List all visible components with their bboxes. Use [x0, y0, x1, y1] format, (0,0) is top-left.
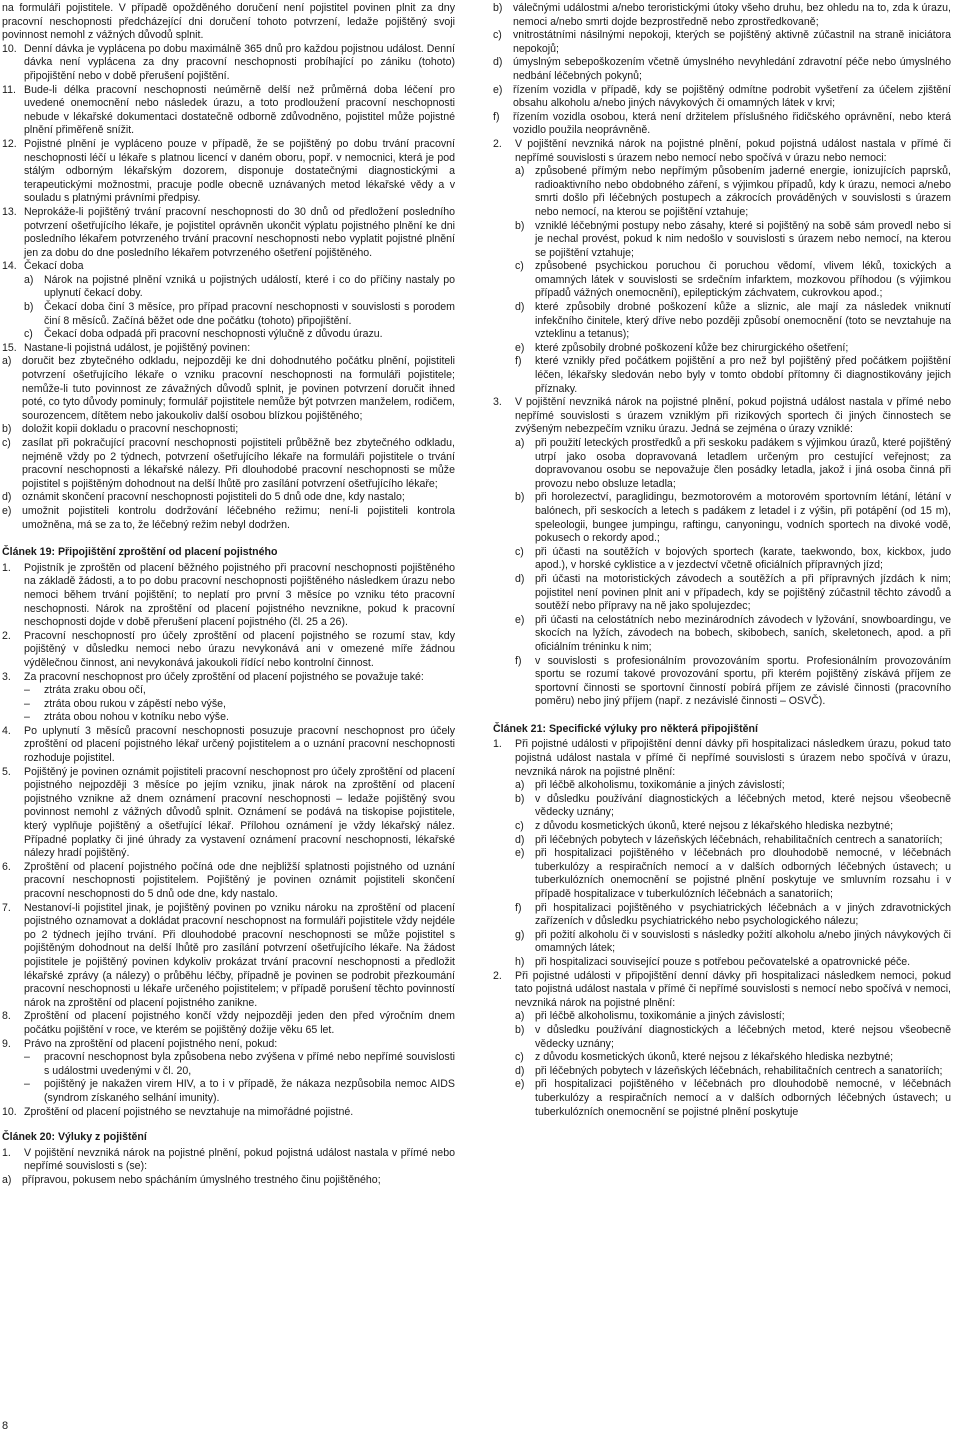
- list-item-text: Bude-li délka pracovní neschopnosti neúměrně delší než průměrná doba léčení pro uvedené onemocnění nebo následek úrazu, a toto prodloužení pracovní neschopnosti nebude v lékařské dokumentaci dostatečně odborně zdůvodněno, pojistitel může pojistné plnění přiměřeně snížit.: [24, 83, 455, 137]
- sub-item-text: vzniklé léčebnými postupy nebo zásahy, které si pojištěný na sobě sám provedl nebo si je nechal provést, pokud k nim nedošlo v souvislosti s úrazem nebo nemocí, na kterou se pojištění vztahuje;: [535, 219, 951, 259]
- sub-item-text: přípravou, pokusem nebo spácháním úmyslného trestného činu pojištěného;: [22, 1173, 381, 1186]
- list-item-label: 9.: [2, 1037, 11, 1050]
- dash-item: [24, 1078, 455, 1105]
- sub-item: [515, 491, 951, 545]
- sub-item-label: b): [515, 491, 525, 504]
- sub-item-label: d): [515, 833, 525, 846]
- dash-item-text: ztráta obou rukou v zápěstí nebo výše,: [44, 697, 226, 710]
- sub-item: [515, 355, 951, 396]
- sub-item-text: vnitrostátními násilnými nepokoji, kterých se pojištěný aktivně zúčastnil na straně iniciátora nepokojů;: [513, 29, 951, 55]
- sub-item-text: Nárok na pojistné plnění vzniká u pojistných událostí, které i co do příčiny nastaly po uplynutí čekací doby.: [44, 273, 455, 300]
- list-item-text: Pojištěný je povinen oznámit pojistiteli pracovní neschopnost pro účely zproštění od placení pojistného nejpozději 3 měsíce po jejím vzniku, jinak nárok na zproštění od placení pojistného vznikne až dnem oznámení pracovní neschopnosti – ledaže pojištěný svou povinnost nemohl z vážných důvodů splnit. Oznámení se podává na tiskopise pojistitele, který vyplňuje pojištěný a ošetřující lékař. Přílohou oznámení je vždy lékařský nález. Případné poplatky či jiné úhrady za vystavení oznámení pracovní neschopnosti, lékařské nálezy hradí pojištěný.: [24, 765, 455, 860]
- sub-item: [515, 1010, 951, 1024]
- sub-item: [515, 779, 951, 793]
- sub-item-label: c): [24, 328, 33, 341]
- sub-item-label: h): [515, 955, 525, 968]
- continued-sub-list: [493, 2, 951, 138]
- sub-item-label: c): [515, 1051, 524, 1064]
- sub-item-text: při léčebných pobytech v lázeňských léčebnách, rehabilitačních centrech a sanatoriích;: [535, 833, 943, 846]
- list-item: [2, 1106, 455, 1120]
- sub-item-text: při požití alkoholu či v souvislosti s následky požití alkoholu a/nebo jiných návykových či omamných látek;: [535, 928, 951, 955]
- sub-item-text: při horolezectví, paraglidingu, bezmotorovém a motorovém sportovním létání, létání v balónech, při seskocích a letech s padákem z letadel i z výšin, při potápění (od 15 m), speleologii, bungee jumpingu, raftingu, canyoningu, vodních sportech na divoké vodě, pokusech o rekordy apod.;: [535, 491, 951, 545]
- article-18-items: [2, 43, 455, 261]
- sub-item-text: v důsledku používání diagnostických a léčebných metod, které nejsou všeobecně vědecky uznány;: [535, 792, 951, 819]
- dash-item-text: ztráta obou nohou v kotníku nebo výše.: [44, 711, 229, 724]
- item-number: 14.: [2, 260, 17, 273]
- list-item-text: Pracovní neschopností pro účely zproštění od placení pojistného se rozumí stav, kdy pojištěný v důsledku nemoci nebo úrazu nevykonává ani v omezené míře žádnou výdělečnou činnost, ani nevykonává jakoukoli řídící nebo kontrolní činnost.: [24, 629, 455, 669]
- list-item: [2, 138, 455, 206]
- item-number: 2.: [493, 137, 502, 150]
- sub-item-label: b): [493, 2, 503, 14]
- article-21-heading: Článek 21: Specifické výluky pro některá připojištění: [493, 722, 758, 735]
- sub-item: [515, 165, 951, 219]
- list-item-text: Právo na zproštění od placení pojistného není, pokud:: [24, 1037, 278, 1050]
- sub-item: [2, 505, 455, 532]
- sub-item-text: řízením vozidla osobou, která není držitelem příslušného řidičského oprávnění, nebo která vozidlo použila neoprávněně.: [513, 110, 951, 137]
- sub-item-text: doložit kopii dokladu o pracovní neschopnosti;: [22, 423, 239, 436]
- sub-item-label: d): [515, 301, 525, 314]
- dash-marker: –: [24, 1051, 30, 1064]
- sub-item: [515, 220, 951, 261]
- sub-item-label: a): [515, 1010, 525, 1023]
- sub-item-label: f): [515, 654, 522, 667]
- sub-item: [515, 573, 951, 614]
- list-item: [493, 738, 951, 779]
- sub-item: [2, 1174, 455, 1188]
- sub-item-text: oznámit skončení pracovní neschopnosti pojistiteli do 5 dnů ode dne, kdy nastalo;: [22, 491, 405, 504]
- sub-list: [24, 274, 455, 342]
- dash-item: [24, 698, 455, 712]
- list-item: [2, 766, 455, 861]
- sub-item-label: e): [515, 1078, 525, 1091]
- item-text: Při pojistné události v připojištění denní dávky při hospitalizaci následkem úrazu, pokud tato pojistná událost nastala v přímé či nepřímé souvislosti s úrazem nebo spočívá v úrazu, nevzniká nárok na pojistné plnění:: [515, 738, 951, 778]
- sub-item-text: z důvodu kosmetických úkonů, které nejsou z lékařského hlediska nezbytné;: [535, 820, 894, 833]
- sub-item-text: při léčbě alkoholismu, toxikománie a jiných závislostí;: [535, 1010, 785, 1023]
- sub-item-label: f): [515, 355, 522, 368]
- sub-item-label: f): [493, 110, 500, 123]
- list-item: [2, 630, 455, 671]
- list-item: [2, 1147, 455, 1174]
- sub-item: [515, 956, 951, 970]
- dash-marker: –: [24, 697, 30, 710]
- sub-item-label: a): [2, 355, 12, 368]
- list-item-text: Zproštění od placení pojistného se nevztahuje na mimořádné pojistné.: [24, 1105, 354, 1118]
- list-item: [2, 84, 455, 138]
- sub-item-text: v souvislosti s profesionálním provozováním sportu. Profesionálním provozováním sportu se rozumí takové provozování sportu, při kterém pojištěný získává příjem ze sportovní činnosti se sportovní činností pobírá příjem ze závislé činnosti (pracovního poměru) nebo jiný příjem (např. z nezávislé činnosti – OSVČ).: [535, 654, 951, 708]
- list-item: [493, 138, 951, 165]
- sub-item-label: g): [515, 928, 525, 941]
- list-item-text: Denní dávka je vyplácena po dobu maximálně 365 dnů pro každou pojistnou událost. Denní dávka není vyplácena za dny pracovní neschopnosti probíhající po zániku (tohoto) připojištění nebo v době přerušení pojištění.: [24, 42, 455, 82]
- sub-item-label: c): [493, 29, 502, 42]
- list-item: [2, 725, 455, 766]
- sub-item-label: f): [515, 901, 522, 914]
- sub-item-text: při hospitalizaci pojištěného v psychiatrických léčebnách a v jiných zdravotnických zařízeních v důsledku psychiatrického nebo psychologického nálezu;: [535, 901, 951, 928]
- list-item: [2, 1010, 455, 1037]
- sub-item-text: řízením vozidla v případě, kdy se pojištěný odmítne podrobit vyšetření za účelem zjištění obsahu alkoholu a/nebo jiných návykových či omamných látek v krvi;: [513, 83, 951, 110]
- sub-item: [493, 2, 951, 29]
- list-item: [2, 671, 455, 685]
- sub-item: [515, 655, 951, 709]
- list-item: [493, 396, 951, 437]
- sub-item: [515, 546, 951, 573]
- sub-item: [2, 491, 455, 505]
- sub-item-label: b): [515, 219, 525, 232]
- sub-item-text: válečnými událostmi a/nebo teroristickými útoky všeho druhu, bez ohledu na to, zda k úrazu, nemoci a/nebo smrti dojde bezprostředně nebo zprostředkovaně;: [513, 2, 951, 28]
- sub-item-label: a): [515, 437, 525, 449]
- dash-marker: –: [24, 1078, 30, 1091]
- item-text: V pojištění nevzniká nárok na pojistné plnění, pokud pojistná událost nastala v přímé nebo nepřímé souvislosti s (se):: [24, 1146, 455, 1173]
- sub-item-label: a): [515, 165, 525, 178]
- list-item-label: 5.: [2, 765, 11, 778]
- sub-item: [515, 1065, 951, 1079]
- item-text: V pojištění nevzniká nárok na pojistné plnění, pokud pojistná událost nastala v přímé či nepřímé souvislosti s úrazem nebo nemocí nebo spočívá v úrazu nebo nemoci:: [515, 137, 951, 164]
- page-number: 8: [2, 1420, 9, 1432]
- list-item-label: 6.: [2, 860, 11, 873]
- sub-item-label: e): [493, 83, 503, 96]
- list-item-text: Po uplynutí 3 měsíců pracovní neschopnosti posuzuje pracovní neschopnost pro účely zproštění od placení pojistného lékař určený pojistitelem a o uznání pracovní neschopnosti rozhoduje pojistitel.: [24, 724, 455, 765]
- list-item-label: 8.: [2, 1010, 11, 1023]
- list-item-text: Neprokáže-li pojištěný trvání pracovní neschopnosti do 30 dnů od předložení posledního potvrzení ošetřujícího lékaře, je pojistitel oprávněn ukončit výplatu pojistného plnění ke dni posledního lékařem potvrzeného trvání pracovní neschopnosti nebo vyplatit pojistné plnění jen za dobu do dne posledního lékařem potvrzeného ošetření pojištěného.: [24, 205, 455, 259]
- item-text: Při pojistné události v připojištění denní dávky při hospitalizaci následkem nemoci, pokud tato pojistná událost nastala v přímé či nepřímé souvislosti s nemocí nebo spočívá v nemoci, nevzniká nárok na pojistné plnění:: [515, 969, 951, 1009]
- sub-item-text: které vznikly před počátkem pojištění a pro než byl pojištěný před počátkem pojištění léčen, lékařsky sledován nebo byly v tomto období přítomny či diagnostikovány jejich příznaky.: [535, 355, 951, 395]
- list-item-text: Za pracovní neschopnost pro účely zproštění od placení pojistného se považuje také:: [24, 670, 424, 683]
- sub-item: [2, 355, 455, 423]
- sub-item-label: e): [515, 613, 525, 626]
- list-item-label: 4.: [2, 724, 11, 737]
- sub-list: [2, 355, 455, 532]
- sub-item-text: umožnit pojistiteli kontrolu dodržování léčebného režimu; není-li pojistiteli kontrola umožněna, má se za to, že léčebný režim nebyl dodržen.: [22, 504, 455, 531]
- list-item: [2, 260, 455, 342]
- sub-item-text: při léčebných pobytech v lázeňských léčebnách, rehabilitačních centrech a sanatoriích;: [535, 1064, 943, 1077]
- sub-item-text: zasílat při pokračující pracovní neschopnosti pojistiteli průběžně bez zbytečného odkladu, nejméně vždy po 2 týdnech, potvrzení ošetřujícího lékaře na formuláři pojistitele o trvání pracovní neschopnosti a lékařské nálezy. Při dlouhodobé pracovní neschopnosti se může pojistitel s pojištěným dohodnout na delší lhůtě pro zasílání potvrzení ošetřujícího lékaře;: [22, 437, 455, 490]
- sub-item-label: a): [24, 273, 34, 286]
- sub-item-text: které způsobily drobné poškození kůže a sliznic, ale mají za následek vniknutí infekčního činitele, který dříve nebo později způsobí onemocnění (toto se nevztahuje na vzteklinu a tetanus);: [535, 301, 951, 341]
- sub-item-label: a): [2, 1173, 12, 1186]
- dash-item-text: pracovní neschopnost byla způsobena nebo zvýšena v přímé nebo nepřímé souvislosti s událostmi uvedenými v čl. 20,: [44, 1051, 455, 1077]
- sub-item: [24, 274, 455, 301]
- intro-paragraph: na formuláři pojistitele. V případě opožděného doručení není pojistitel povinen plnit za dny pracovní neschopnosti předcházející dni doručení tohoto potvrzení, ledaže pojištěný svoji povinnost nemohl z vážných důvodů splnit.: [2, 2, 455, 42]
- sub-item: [493, 56, 951, 83]
- list-item-label: 12.: [2, 137, 17, 150]
- list-item-text: Zproštění od placení pojistného počíná ode dne nejbližší splatnosti pojistného od uznání pracovní neschopnosti pojistitelem. Pojištěný je povinen oznámit pojistiteli skončení pracovní neschopnosti do 5 dnů ode dne, kdy nastalo.: [24, 860, 455, 900]
- sub-item-text: v důsledku používání diagnostických a léčebných metod, které nejsou všeobecně vědecky uznány;: [535, 1023, 951, 1050]
- sub-item-label: d): [515, 1064, 525, 1077]
- sub-item-label: d): [493, 56, 503, 69]
- article-19-items: [2, 562, 455, 1119]
- sub-item: [2, 437, 455, 491]
- sub-item-text: při hospitalizaci související pouze s potřebou pečovatelské a opatrovnické péče.: [535, 955, 911, 968]
- sub-item: [515, 437, 951, 491]
- sub-item: [515, 847, 951, 901]
- dash-item: [24, 711, 455, 725]
- item-text: Nastane-li pojistná událost, je pojištěný povinen:: [24, 341, 251, 354]
- list-item-label: 10.: [2, 1105, 17, 1118]
- item-text: Čekací doba: [24, 260, 84, 273]
- list-item-text: Pojistné plnění je vypláceno pouze v případě, že se pojištěný po dobu trvání pracovní neschopnosti léčí u lékaře s platnou licencí v daném oboru, popř. v nemocnici, která je pod stálým odborným lékařským dozorem, disponuje dostatečnými diagnostickými a terapeutickými možnostmi, pracuje podle obecně uznávaných metod lékařské vědy a v souladu s platnými právními předpisy.: [24, 137, 455, 205]
- sub-item: [515, 820, 951, 834]
- sub-item-label: b): [515, 1023, 525, 1036]
- article-20-heading: Článek 20: Výluky z pojištění: [2, 1131, 147, 1144]
- item-text: V pojištění nevzniká nárok na pojistné plnění, pokud pojistná událost nastala v přímé nebo nepřímé souvislosti s úrazem vzniklým při rizikových sportech či jiných činnostech se zvýšeným nebezpečím vzniku úrazu. Jedná se zejména o úrazy vzniklé:: [515, 396, 951, 436]
- sub-item: [515, 260, 951, 301]
- list-item: [2, 206, 455, 260]
- sub-item-text: doručit bez zbytečného odkladu, nejpozději ke dni dohodnutého počátku plnění, pojistiteli potvrzení ošetřujícího lékaře o vzniku pracovní neschopnosti na formuláři pojistitele; nemůže-li tuto povinnost ze závažných důvodů splnit, je povinen potvrzení doručit ihned poté, co tyto důvody pominuly; formulář pojistitele nemůže být potvrzen manželem, rodičem, sourozencem, dítětem nebo jakoukoliv další osobou blízkou pojištěného;: [22, 355, 455, 422]
- sub-item: [2, 423, 455, 437]
- sub-item-text: způsobené psychickou poruchou či poruchou vědomí, vlivem léků, toxických a omamných látek v souvislosti se srdečním infarktem, mozkovou příhodou (s výjimkou případů vážných onemocnění), epileptickým záchvatem, cukrovkou apod.;: [535, 260, 951, 300]
- list-item: [2, 1038, 455, 1052]
- list-item: [2, 562, 455, 630]
- list-item-text: Zproštění od placení pojistného končí vždy nejpozději jeden den před výročním dnem počátku pojištění v roce, ve kterém se pojištěný dožije věku 65 let.: [24, 1010, 455, 1036]
- sub-item-text: z důvodu kosmetických úkonů, které nejsou z lékařského hlediska nezbytné;: [535, 1051, 894, 1064]
- sub-item-text: při léčbě alkoholismu, toxikománie a jiných závislostí;: [535, 779, 785, 792]
- sub-item-text: úmyslným sebepoškozením včetně úmyslného nevyhledání zdravotní péče nebo úmyslného nedbání léčebných pokynů;: [513, 56, 951, 82]
- sub-item-text: při hospitalizaci pojištěného v léčebnách pro dlouhodobě nemocné, v léčebnách tuberkulózy a respiračních nemocí a v dalších odborných léčebných ústavech; u tuberkulózních onemocnění se pojistné plnění poskytuje: [535, 1078, 951, 1118]
- item-number: 2.: [493, 969, 502, 982]
- sub-item-label: c): [2, 437, 11, 449]
- sub-item-label: c): [515, 545, 524, 558]
- sub-item-text: Čekací doba odpadá při pracovní neschopnosti výlučně z důvodu úrazu.: [44, 328, 383, 341]
- sub-item-label: d): [2, 491, 12, 504]
- sub-list: [493, 779, 951, 969]
- dash-item-text: pojištěný je nakažen virem HIV, a to i v případě, že nákaza nezpůsobila nemoc AIDS (syndrom získaného selhání imunity).: [44, 1078, 455, 1104]
- item-number: 3.: [493, 396, 502, 409]
- sub-item: [515, 1078, 951, 1119]
- sub-item-label: c): [515, 820, 524, 833]
- list-item-label: 1.: [2, 561, 11, 574]
- list-item-label: 11.: [2, 83, 16, 96]
- sub-item-label: e): [515, 847, 525, 860]
- sub-item: [515, 834, 951, 848]
- list-item: [2, 861, 455, 902]
- sub-item: [515, 1051, 951, 1065]
- article-19-heading: Článek 19: Připojištění zproštění od placení pojistného: [2, 546, 278, 559]
- sub-item-text: při účasti na celostátních nebo mezinárodních závodech v lyžování, snowboardingu, ve skocích na lyžích, závodech na bobech, skibobech, saních, skeletonech, apod. a při oficiálním tréninku k nim;: [535, 613, 951, 653]
- dash-item-text: ztráta zraku obou očí,: [44, 684, 146, 697]
- sub-list: [493, 165, 951, 396]
- sub-item-text: při účasti na motoristických závodech a soutěžích a při přípravných jízdách k nim; pojistitel není povinen plnit ani v případech, kdy se pojištěný zúčastnil těchto závodů a soutěží nebo přípravy na ně jako spolujezdec;: [535, 572, 951, 613]
- sub-item: [515, 902, 951, 929]
- sub-item-text: při účasti na soutěžích v bojových sportech (karate, taekwondo, box, kickbox, judo apod.), v horské cyklistice a v jezdectví včetně oficiálních přípravných jízd;: [535, 545, 951, 572]
- dash-marker: –: [24, 684, 30, 697]
- sub-item-label: b): [24, 301, 34, 314]
- dash-item: [24, 1051, 455, 1078]
- sub-list: [493, 1010, 951, 1119]
- item-number: 1.: [493, 738, 502, 751]
- sub-item: [515, 614, 951, 655]
- list-item-label: 2.: [2, 629, 11, 642]
- sub-item: [493, 111, 951, 138]
- right-column: [493, 2, 951, 1119]
- dash-item: [24, 684, 455, 698]
- sub-item: [493, 84, 951, 111]
- sub-item-label: a): [515, 779, 525, 792]
- sub-item: [24, 301, 455, 328]
- list-item: [2, 342, 455, 356]
- sub-item: [515, 342, 951, 356]
- sub-item-text: při použití leteckých prostředků a při seskoku padákem s výjimkou úrazů, které pojištěný utrpí jako osoba dopravovaná letadlem určeným pro cestující veřejnost; za dopravovanou osobu se nepovažuje člen posádky letadla, jakož i jiná osoba činná při provozu nebo obsluze letadla;: [535, 437, 951, 490]
- sub-list: [493, 437, 951, 709]
- list-item-text: Nestanoví-li pojistitel jinak, je pojištěný povinen po vzniku nároku na zproštění od placení pojistného oznamovat a dokládat pracovní neschopnost na formuláři pojistitele vždy nejdéle po 2 týdnech jejího trvání. Při dlouhodobé pracovní neschopnosti se může pojistitel s pojištěným dohodnout na delší lhůtě pro zasílání potvrzení ošetřujícího lékaře. Na žádost pojistitele je pojištěný povinen kdykoliv prokázat trvání pracovní neschopnosti a předložit lékařské zprávy (a nálezy) o průběhu léčby, případně je povinen se podrobit přezkoumání pracovní neschopnosti u lékaře určeného pojistitelem; v případě porušení těchto povinností nárok na zproštění od placení pojistného zanikne.: [24, 901, 455, 1009]
- sub-item: [493, 29, 951, 56]
- dash-marker: –: [24, 711, 30, 724]
- item-number: 15.: [2, 341, 17, 354]
- sub-item-text: které způsobily drobné poškození kůže bez chirurgického ošetření;: [535, 341, 849, 354]
- sub-item-label: b): [2, 423, 12, 436]
- sub-item-text: Čekací doba činí 3 měsíce, pro případ pracovní neschopnosti v souvislosti s porodem činí 8 měsíců. Začíná běžet ode dne počátku (tohoto) připojištění.: [44, 301, 455, 327]
- left-column: [2, 2, 455, 1187]
- sub-item-label: c): [515, 260, 524, 273]
- sub-item: [24, 328, 455, 342]
- sub-item-label: e): [2, 504, 12, 517]
- sub-item: [515, 1024, 951, 1051]
- list-item: [493, 970, 951, 1011]
- sub-item: [515, 793, 951, 820]
- item-number: 1.: [2, 1146, 11, 1159]
- sub-item-text: při hospitalizaci pojištěného v léčebnách pro dlouhodobě nemocné, v léčebnách tuberkulózy a respiračních nemocí a v dalších odborných léčebných ústavech; u tuberkulózních onemocnění se pojistné plnění poskytuje ve smluvním rozsahu i v případě hospitalizace v tuberkulózních léčebnách a sanatoriích;: [535, 847, 951, 900]
- list-item-label: 13.: [2, 205, 17, 218]
- list-item-label: 10.: [2, 42, 17, 55]
- sub-item-label: b): [515, 792, 525, 805]
- sub-item-text: způsobené přímým nebo nepřímým působením jaderné energie, ionizujících paprsků, radioaktivního nebo obdobného záření, s výjimkou případů, kdy k úrazu, nemoci a/nebo smrti došlo při léčebných postupech a zákrocích prováděných v souvislosti s úrazem nebo nemocí, na kterou se pojištění vztahuje;: [535, 165, 951, 218]
- list-item-text: Pojistník je zproštěn od placení běžného pojistného při pracovní neschopnosti pojištěného na základě žádosti, a to po dobu pracovní neschopnosti pojištěného následkem úrazu nebo nemoci během trvání pojištění; to neplatí pro první 3 měsíce po vzniku této pracovní neschopnosti. Nárok na zproštění od placení pojistného nevznikne, pokud k pracovní neschopnosti dojde v době přerušení placení pojistného (čl. 25 a 26).: [24, 561, 455, 629]
- sub-item: [515, 929, 951, 956]
- list-item-label: 3.: [2, 670, 11, 683]
- sub-item-label: e): [515, 341, 525, 354]
- list-item-label: 7.: [2, 901, 11, 914]
- list-item: [2, 902, 455, 1011]
- sub-item: [515, 301, 951, 342]
- list-item: [2, 43, 455, 84]
- sub-item-label: d): [515, 572, 525, 585]
